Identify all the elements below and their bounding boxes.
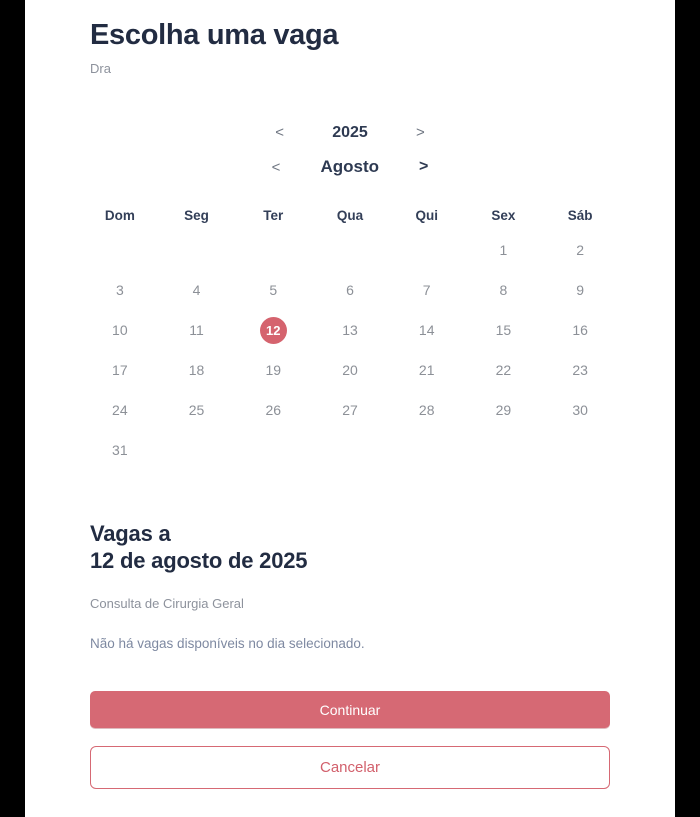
chevron-left-icon: < (271, 158, 281, 176)
weekday-label: Dom (104, 207, 135, 223)
calendar-grid (82, 200, 619, 470)
calendar-day-empty (235, 430, 312, 470)
day-number: 2 (576, 242, 585, 258)
calendar-day[interactable] (465, 310, 542, 350)
calendar-day[interactable] (82, 270, 159, 310)
specialty-label: Consulta de Cirurgia Geral (90, 596, 244, 611)
day-number: 10 (112, 322, 128, 338)
calendar-day[interactable] (312, 270, 389, 310)
day-number: 7 (422, 282, 431, 298)
weekday-label: Ter (263, 207, 284, 223)
day-number: 1 (499, 242, 508, 258)
slots-heading-line1: Vagas a (90, 521, 171, 546)
day-number: 31 (112, 442, 128, 458)
day-number: 23 (572, 362, 588, 378)
weekday-label: Sex (491, 207, 516, 223)
weekday-label: Qui (415, 207, 438, 223)
calendar-day[interactable] (235, 270, 312, 310)
day-number: 16 (572, 322, 588, 338)
year-prev-button[interactable] (271, 123, 288, 142)
month-navigation (25, 152, 675, 182)
day-number: 5 (269, 282, 278, 298)
month-next-button[interactable] (415, 157, 432, 177)
day-number: 9 (576, 282, 585, 298)
calendar-day-empty (542, 430, 619, 470)
year-next-button[interactable] (412, 123, 429, 142)
calendar-day-selected[interactable] (235, 310, 312, 350)
calendar-day-empty (158, 230, 235, 270)
calendar-day[interactable] (158, 310, 235, 350)
weekday-label: Seg (184, 207, 209, 223)
action-buttons (25, 691, 675, 789)
calendar-day[interactable] (158, 390, 235, 430)
day-number: 24 (112, 402, 128, 418)
day-number: 30 (572, 402, 588, 418)
day-number: 13 (342, 322, 358, 338)
chevron-right-icon: > (416, 124, 425, 141)
day-number: 11 (189, 322, 204, 338)
calendar-day[interactable] (542, 390, 619, 430)
day-number: 8 (499, 282, 508, 298)
day-number: 29 (495, 402, 512, 418)
doctor-label: Dra (90, 61, 111, 76)
day-number: 17 (112, 362, 128, 378)
month-prev-button[interactable] (268, 158, 285, 177)
calendar-day[interactable] (82, 350, 159, 390)
calendar-day-empty (82, 230, 159, 270)
calendar-day-empty (312, 230, 389, 270)
day-number: 18 (188, 362, 205, 378)
page-header (25, 18, 675, 76)
calendar-days (82, 230, 619, 470)
no-slots-message: Não há vagas disponíveis no dia selecionado. (90, 636, 365, 651)
calendar-day[interactable] (388, 270, 465, 310)
calendar-day-empty (235, 230, 312, 270)
calendar-day[interactable] (542, 350, 619, 390)
day-number: 19 (265, 362, 282, 378)
dialog-panel (25, 0, 675, 817)
calendar-day[interactable] (388, 310, 465, 350)
day-number: 3 (115, 282, 124, 298)
day-number: 27 (342, 402, 358, 418)
day-number: 25 (188, 402, 205, 418)
calendar-day-empty (388, 430, 465, 470)
chevron-right-icon: > (418, 158, 429, 175)
calendar-day-empty (388, 230, 465, 270)
day-number: 22 (495, 362, 512, 378)
day-number: 26 (265, 402, 282, 418)
calendar-day[interactable] (465, 230, 542, 270)
calendar-day[interactable] (235, 350, 312, 390)
day-number: 21 (418, 362, 435, 378)
day-number: 15 (495, 322, 512, 338)
calendar-day[interactable] (542, 310, 619, 350)
calendar-day[interactable] (158, 350, 235, 390)
calendar-day[interactable] (465, 390, 542, 430)
weekday-label: Sáb (567, 207, 593, 223)
day-number: 14 (418, 322, 435, 338)
calendar-day[interactable] (312, 390, 389, 430)
day-number: 28 (418, 402, 435, 418)
chevron-left-icon: < (275, 124, 284, 141)
calendar-day[interactable] (235, 390, 312, 430)
page-title: Escolha uma vaga (90, 19, 339, 51)
day-number: 12 (260, 317, 287, 344)
slots-heading (90, 520, 610, 574)
calendar-day[interactable] (542, 270, 619, 310)
calendar-day[interactable] (312, 310, 389, 350)
calendar-day[interactable] (542, 230, 619, 270)
day-number: 4 (192, 282, 201, 298)
calendar-day-empty (312, 430, 389, 470)
calendar-day-empty (158, 430, 235, 470)
calendar-day[interactable] (388, 350, 465, 390)
calendar-day[interactable] (465, 270, 542, 310)
year-label: 2025 (332, 123, 368, 141)
calendar-day-empty (465, 430, 542, 470)
year-navigation (25, 119, 675, 146)
calendar-day[interactable] (82, 390, 159, 430)
slots-section (25, 520, 675, 651)
day-number: 6 (346, 282, 354, 298)
calendar-navigation (25, 119, 675, 182)
continue-button[interactable]: Continuar (90, 691, 610, 728)
day-number: 20 (342, 362, 358, 378)
cancel-button[interactable]: Cancelar (90, 746, 610, 789)
slots-heading-date: 12 de agosto de 2025 (90, 548, 308, 573)
calendar-day[interactable] (312, 350, 389, 390)
calendar-day[interactable] (82, 430, 159, 470)
calendar-day[interactable] (82, 310, 159, 350)
calendar-day[interactable] (388, 390, 465, 430)
weekday-label: Qua (336, 207, 364, 223)
calendar-day[interactable] (465, 350, 542, 390)
calendar-day[interactable] (158, 270, 235, 310)
month-label: Agosto (320, 157, 379, 176)
weekday-header-row (82, 200, 619, 230)
